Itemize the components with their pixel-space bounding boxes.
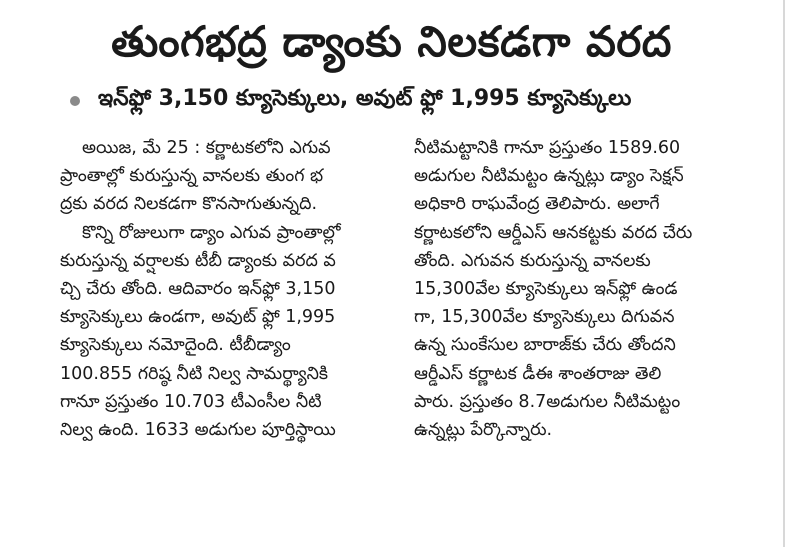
body-line: కొన్ని రోజులుగా డ్యాం ఎగువ ప్రాంతాల్లో	[82, 222, 341, 243]
body-line: తోంది. ఎగువన కురుస్తున్న వానలకు	[414, 250, 651, 271]
right-column	[414, 134, 764, 444]
body-line: అడుగుల నీటిమట్టం ఉన్నట్లు డ్యాం సెక్షన్‌	[414, 166, 684, 187]
body-line: క్యూసెక్కులు ఉండగా, అవుట్‌ ఫ్లో 1,995	[60, 307, 336, 328]
body-line: నీటిమట్టానికి గానూ ప్రస్తుతం 1589.60	[414, 138, 681, 158]
body-line: నిల్వ ఉంది. 1633 అడుగుల పూర్తిస్థాయి	[60, 419, 336, 440]
body-line: కురుస్తున్న వర్షాలకు టీబీ డ్యాంకు వరద వ	[60, 250, 336, 271]
subheadline-row	[70, 84, 750, 118]
body-line: ఉన్నట్లు పేర్కొన్నారు.	[414, 419, 553, 440]
body-line: గానూ ప్రస్తుతం 10.703 టీఎంసీల నీటి	[60, 391, 322, 412]
body-line: పారు. ప్రస్తుతం 8.7అడుగుల నీటిమట్టం	[414, 391, 681, 412]
body-line: ఉన్న సుంకేసుల బారాజ్‌కు చేరు తోందని	[414, 335, 676, 356]
page-edge-divider	[783, 0, 800, 547]
body-line: క్యూసెక్కులు నమోదైంది. టీబీడ్యాం	[60, 335, 291, 356]
body-line: అయిజ, మే 25 : కర్ణాటకలోని ఎగువ	[82, 138, 331, 158]
body-line: చ్చి చేరు తోంది. ఆదివారం ఇన్‌ఫ్లో 3,150	[60, 278, 336, 299]
left-column	[60, 134, 390, 444]
body-line: 15,300వేల క్యూసెక్కులు ఇన్‌ఫ్లో ఉండ	[414, 278, 678, 299]
body-line: కర్ణాటకలోని ఆర్డీఎస్‌ ఆనకట్టకు వరద చేరు	[414, 222, 693, 243]
body-line: ద్రకు వరద నిలకడగా కొనసాగుతున్నది.	[60, 194, 318, 215]
body-line: ఆర్డీఎస్‌ కర్ణాటక డీఈ శాంతరాజు తెలి	[414, 363, 662, 384]
subheadline: ఇన్‌ఫ్లో 3,150 క్యూసెక్కులు, అవుట్‌ ఫ్లో 1,995 క్యూసెక్కులు	[98, 86, 632, 111]
body-line: ప్రాంతాల్లో కురుస్తున్న వానలకు తుంగ భ	[60, 166, 324, 187]
headline: తుంగభద్ర డ్యాంకు నిలకడగా వరద	[111, 17, 672, 66]
body-line: గా, 15,300వేల క్యూసెక్కులు దిగువన	[414, 307, 675, 328]
bullet-icon	[70, 96, 80, 106]
body-line: 100.855 గరిష్ఠ నీటి నిల్వ సామర్థ్యానికి	[60, 363, 329, 384]
body-line: అధికారి రాఘవేంద్ర తెలిపారు. అలాగే	[414, 194, 660, 215]
